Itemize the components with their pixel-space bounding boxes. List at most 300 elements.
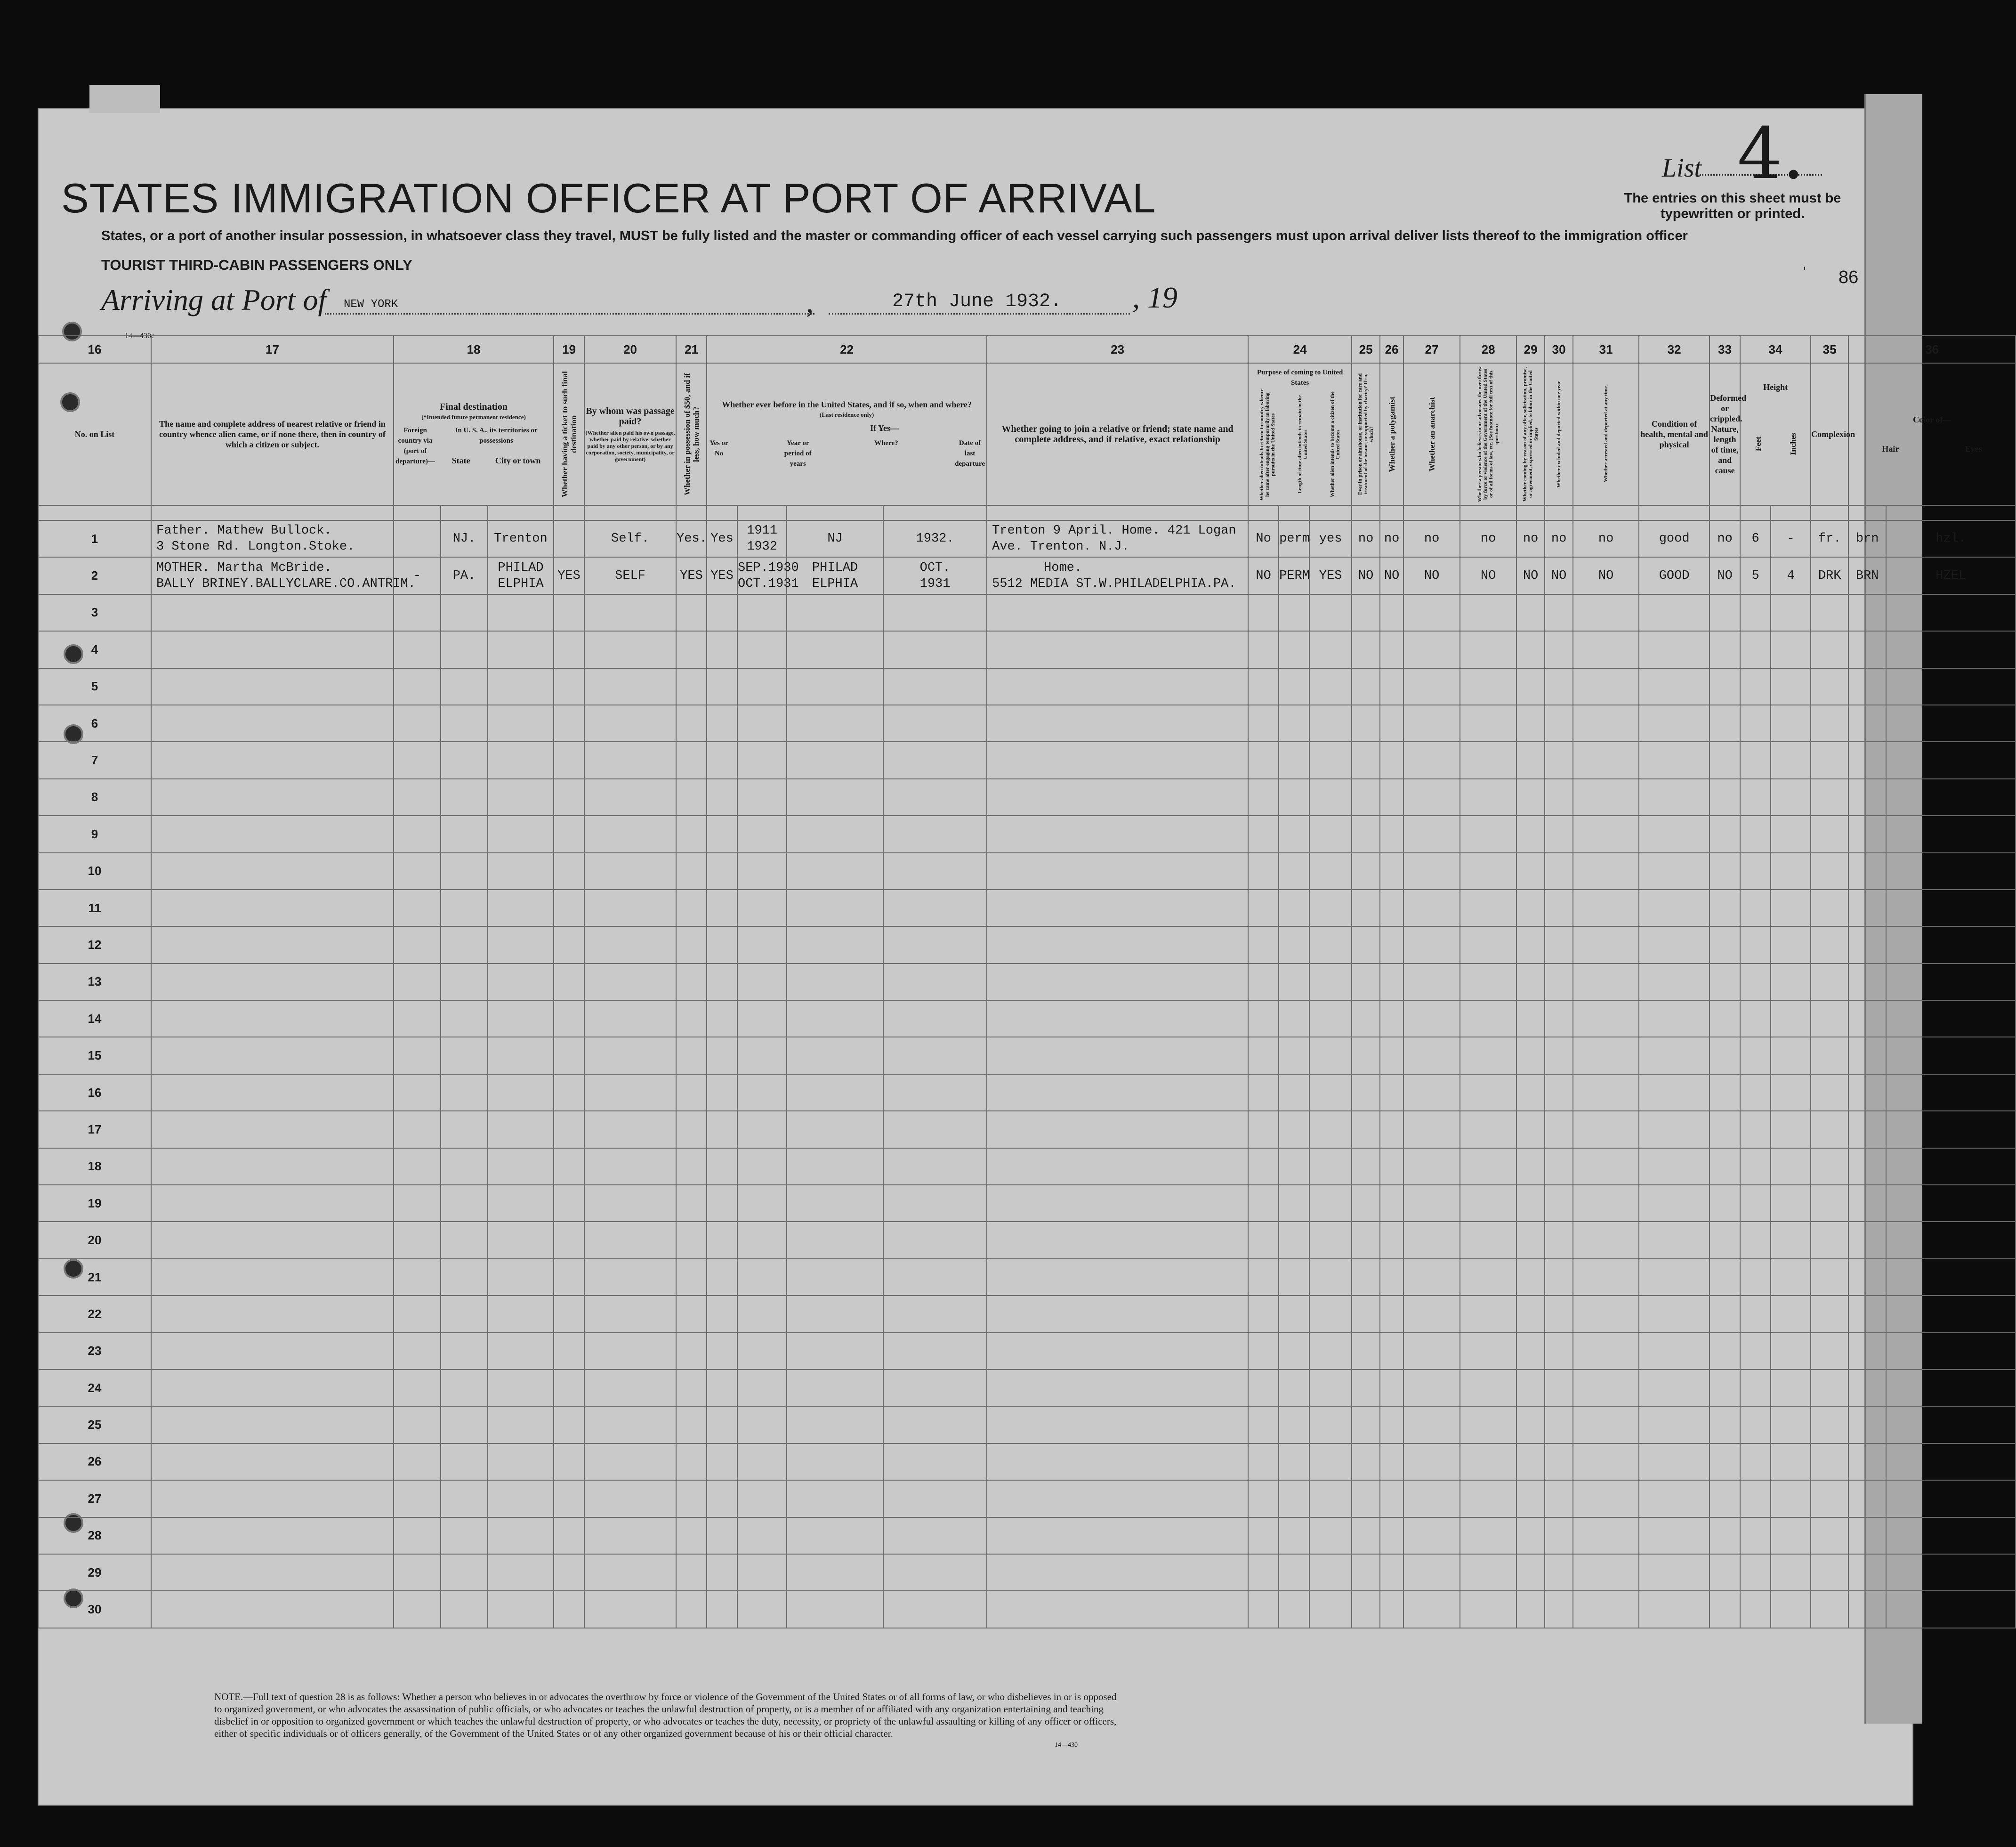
column-number: 23 bbox=[987, 336, 1248, 363]
date-underline bbox=[829, 313, 1130, 315]
empty-cell bbox=[151, 1369, 394, 1406]
empty-cell bbox=[987, 1406, 1248, 1443]
table-row bbox=[38, 1259, 2016, 1296]
empty-cell bbox=[1886, 631, 2016, 668]
empty-cell bbox=[441, 1222, 488, 1258]
row-number: 15 bbox=[38, 1037, 151, 1074]
empty-cell bbox=[1811, 1148, 1848, 1185]
empty-cell bbox=[737, 705, 787, 742]
empty-cell bbox=[1248, 705, 1279, 742]
empty-cell bbox=[1811, 1296, 1848, 1332]
empty-cell bbox=[1710, 926, 1740, 963]
row-number: 28 bbox=[38, 1517, 151, 1554]
empty-cell bbox=[707, 1074, 737, 1111]
empty-cell bbox=[1403, 631, 1460, 668]
empty-cell bbox=[676, 668, 707, 705]
empty-cell bbox=[987, 1185, 1248, 1222]
table-row bbox=[38, 1443, 2016, 1480]
header-deported: Whether arrested and deported at any time bbox=[1573, 363, 1639, 505]
empty-cell bbox=[1279, 1517, 1309, 1554]
empty-cell bbox=[1573, 1222, 1639, 1258]
empty-cell bbox=[584, 1185, 676, 1222]
empty-cell bbox=[1460, 1074, 1516, 1111]
empty-cell bbox=[151, 1037, 394, 1074]
empty-cell bbox=[1279, 1554, 1309, 1591]
empty-cell bbox=[1545, 853, 1573, 890]
empty-cell bbox=[1460, 668, 1516, 705]
empty-cell bbox=[1279, 1000, 1309, 1037]
empty-cell bbox=[1309, 1333, 1352, 1369]
empty-cell bbox=[584, 1074, 676, 1111]
empty-cell bbox=[1380, 1000, 1403, 1037]
empty-cell bbox=[1639, 779, 1710, 816]
empty-cell bbox=[1545, 1591, 1573, 1628]
empty-cell bbox=[1279, 816, 1309, 852]
empty-cell bbox=[394, 1259, 441, 1296]
empty-cell bbox=[1639, 1111, 1710, 1148]
last-departure: OCT. 1931 bbox=[883, 557, 987, 594]
empty-cell bbox=[987, 668, 1248, 705]
empty-cell bbox=[1573, 1074, 1639, 1111]
empty-cell bbox=[1771, 816, 1811, 852]
empty-cell bbox=[1771, 1554, 1811, 1591]
empty-cell bbox=[1460, 779, 1516, 816]
purpose-citizen: YES bbox=[1309, 557, 1352, 594]
empty-cell bbox=[737, 1259, 787, 1296]
empty-cell bbox=[1771, 742, 1811, 778]
empty-cell bbox=[1352, 1480, 1380, 1517]
empty-cell bbox=[584, 1554, 676, 1591]
empty-cell bbox=[584, 631, 676, 668]
polygamist: no bbox=[1380, 520, 1403, 557]
empty-cell bbox=[1248, 1406, 1279, 1443]
empty-cell bbox=[584, 1333, 676, 1369]
empty-cell bbox=[1573, 1333, 1639, 1369]
empty-cell bbox=[787, 1074, 883, 1111]
header-health: Condition of health, mental and physical bbox=[1639, 363, 1710, 505]
empty-cell bbox=[1639, 1074, 1710, 1111]
money: Yes. bbox=[676, 520, 707, 557]
empty-cell bbox=[1248, 779, 1279, 816]
header-anarchist: Whether an anarchist bbox=[1403, 363, 1460, 505]
empty-cell bbox=[151, 742, 394, 778]
join-relative: Home. 5512 MEDIA ST.W.PHILADELPHIA.PA. bbox=[987, 557, 1248, 594]
empty-cell bbox=[1352, 1369, 1380, 1406]
empty-cell bbox=[1740, 1296, 1771, 1332]
empty-cell bbox=[488, 1591, 554, 1628]
empty-cell bbox=[1248, 1037, 1279, 1074]
empty-cell bbox=[1352, 705, 1380, 742]
empty-cell bbox=[394, 1517, 441, 1554]
empty-cell bbox=[787, 1185, 883, 1222]
empty-cell bbox=[1279, 1480, 1309, 1517]
empty-cell bbox=[883, 1111, 987, 1148]
empty-cell bbox=[1403, 1111, 1460, 1148]
empty-cell bbox=[883, 742, 987, 778]
empty-cell bbox=[1352, 926, 1380, 963]
empty-cell bbox=[1403, 742, 1460, 778]
empty-cell bbox=[987, 1296, 1248, 1332]
empty-cell bbox=[707, 1111, 737, 1148]
row-number: 24 bbox=[38, 1369, 151, 1406]
empty-cell bbox=[1248, 1296, 1279, 1332]
row-number: 22 bbox=[38, 1296, 151, 1332]
table-row bbox=[38, 705, 2016, 742]
empty-cell bbox=[1639, 668, 1710, 705]
empty-cell bbox=[737, 1148, 787, 1185]
empty-cell bbox=[1740, 964, 1771, 1000]
empty-cell bbox=[554, 631, 584, 668]
empty-cell bbox=[554, 1074, 584, 1111]
empty-cell bbox=[1811, 1554, 1848, 1591]
table-row bbox=[38, 594, 2016, 631]
empty-cell bbox=[707, 1333, 737, 1369]
empty-cell bbox=[1279, 668, 1309, 705]
empty-cell bbox=[488, 1222, 554, 1258]
empty-cell bbox=[1886, 1000, 2016, 1037]
empty-cell bbox=[1380, 779, 1403, 816]
empty-cell bbox=[707, 1148, 737, 1185]
empty-cell bbox=[1309, 779, 1352, 816]
table-row bbox=[38, 1000, 2016, 1037]
empty-cell bbox=[1403, 1480, 1460, 1517]
empty-cell bbox=[488, 1517, 554, 1554]
row-number: 7 bbox=[38, 742, 151, 778]
empty-cell bbox=[1771, 853, 1811, 890]
empty-cell bbox=[1380, 890, 1403, 926]
empty-cell bbox=[1886, 964, 2016, 1000]
empty-cell bbox=[1886, 1222, 2016, 1258]
empty-cell bbox=[1309, 1591, 1352, 1628]
empty-cell bbox=[441, 1480, 488, 1517]
empty-cell bbox=[1460, 1148, 1516, 1185]
empty-cell bbox=[554, 1185, 584, 1222]
empty-cell bbox=[151, 705, 394, 742]
empty-cell bbox=[1309, 1406, 1352, 1443]
empty-cell bbox=[1516, 1554, 1545, 1591]
empty-cell bbox=[1248, 1222, 1279, 1258]
empty-cell bbox=[1545, 1517, 1573, 1554]
empty-cell bbox=[676, 1148, 707, 1185]
last-departure: 1932. bbox=[883, 520, 987, 557]
empty-cell bbox=[1545, 816, 1573, 852]
empty-cell bbox=[584, 816, 676, 852]
row-number: 20 bbox=[38, 1222, 151, 1258]
empty-cell bbox=[554, 964, 584, 1000]
table-row bbox=[38, 631, 2016, 668]
before-years: 1911 1932 bbox=[737, 520, 787, 557]
column-number: 24 bbox=[1248, 336, 1352, 363]
empty-cell bbox=[1545, 668, 1573, 705]
empty-cell bbox=[1639, 1480, 1710, 1517]
page-mark: ' bbox=[1803, 264, 1806, 279]
empty-cell bbox=[1710, 631, 1740, 668]
empty-cell bbox=[1545, 1480, 1573, 1517]
empty-cell bbox=[1811, 890, 1848, 926]
empty-cell bbox=[151, 1148, 394, 1185]
empty-cell bbox=[1573, 853, 1639, 890]
empty-cell bbox=[1380, 1296, 1403, 1332]
table-row bbox=[38, 1480, 2016, 1517]
empty-cell bbox=[584, 668, 676, 705]
empty-cell bbox=[1279, 1185, 1309, 1222]
ticket: YES bbox=[554, 557, 584, 594]
manifest-table bbox=[38, 335, 2016, 1628]
empty-cell bbox=[1309, 964, 1352, 1000]
empty-cell bbox=[1886, 779, 2016, 816]
empty-cell bbox=[1545, 1185, 1573, 1222]
empty-cell bbox=[737, 1480, 787, 1517]
empty-cell bbox=[1516, 1074, 1545, 1111]
empty-cell bbox=[1848, 1369, 1886, 1406]
empty-cell bbox=[488, 1406, 554, 1443]
empty-cell bbox=[787, 1591, 883, 1628]
empty-cell bbox=[1380, 1333, 1403, 1369]
empty-cell bbox=[1848, 668, 1886, 705]
empty-cell bbox=[787, 964, 883, 1000]
empty-cell bbox=[1279, 1406, 1309, 1443]
empty-cell bbox=[151, 1517, 394, 1554]
empty-cell bbox=[1352, 1443, 1380, 1480]
row-number: 10 bbox=[38, 853, 151, 890]
form-number: 14—430c bbox=[125, 332, 155, 340]
empty-cell bbox=[1848, 926, 1886, 963]
table-row bbox=[38, 890, 2016, 926]
empty-cell bbox=[1811, 1369, 1848, 1406]
empty-cell bbox=[1380, 1369, 1403, 1406]
deformed: no bbox=[1710, 520, 1740, 557]
empty-cell bbox=[1279, 853, 1309, 890]
empty-cell bbox=[1279, 926, 1309, 963]
empty-cell bbox=[1573, 1185, 1639, 1222]
empty-cell bbox=[1710, 1111, 1740, 1148]
empty-cell bbox=[1309, 926, 1352, 963]
empty-cell bbox=[584, 1517, 676, 1554]
empty-cell bbox=[1352, 1591, 1380, 1628]
empty-cell bbox=[441, 926, 488, 963]
empty-cell bbox=[1516, 594, 1545, 631]
empty-cell bbox=[1309, 1037, 1352, 1074]
empty-cell bbox=[707, 1259, 737, 1296]
empty-cell bbox=[584, 1148, 676, 1185]
empty-cell bbox=[883, 631, 987, 668]
empty-cell bbox=[707, 1406, 737, 1443]
spacer-row bbox=[38, 505, 2016, 520]
empty-cell bbox=[394, 1333, 441, 1369]
empty-cell bbox=[1309, 853, 1352, 890]
empty-cell bbox=[1811, 742, 1848, 778]
empty-cell bbox=[787, 816, 883, 852]
empty-cell bbox=[394, 779, 441, 816]
empty-cell bbox=[1639, 890, 1710, 926]
empty-cell bbox=[1460, 1369, 1516, 1406]
empty-cell bbox=[737, 1443, 787, 1480]
empty-cell bbox=[394, 705, 441, 742]
table-row bbox=[38, 1222, 2016, 1258]
empty-cell bbox=[1460, 594, 1516, 631]
empty-cell bbox=[1848, 779, 1886, 816]
anarchist: NO bbox=[1403, 557, 1460, 594]
table-row bbox=[38, 1074, 2016, 1111]
empty-cell bbox=[1573, 1369, 1639, 1406]
empty-cell bbox=[1516, 1000, 1545, 1037]
empty-cell bbox=[1309, 668, 1352, 705]
empty-cell bbox=[1545, 1554, 1573, 1591]
header-color: Color of— Hair Eyes bbox=[1848, 363, 2016, 505]
empty-cell bbox=[1710, 1074, 1740, 1111]
column-number: 29 bbox=[1516, 336, 1545, 363]
empty-cell bbox=[488, 779, 554, 816]
empty-cell bbox=[1811, 1333, 1848, 1369]
empty-cell bbox=[787, 1037, 883, 1074]
empty-cell bbox=[1740, 1517, 1771, 1554]
empty-cell bbox=[1545, 1037, 1573, 1074]
excluded: no bbox=[1545, 520, 1573, 557]
empty-cell bbox=[987, 1222, 1248, 1258]
empty-cell bbox=[1811, 1480, 1848, 1517]
empty-cell bbox=[787, 1554, 883, 1591]
empty-cell bbox=[441, 668, 488, 705]
empty-cell bbox=[1403, 1074, 1460, 1111]
empty-cell bbox=[1710, 1148, 1740, 1185]
column-number: 31 bbox=[1573, 336, 1639, 363]
empty-cell bbox=[987, 631, 1248, 668]
arrival-port: NEW YORK bbox=[344, 298, 398, 311]
empty-cell bbox=[584, 1480, 676, 1517]
empty-cell bbox=[1279, 594, 1309, 631]
column-number: 22 bbox=[707, 336, 987, 363]
empty-cell bbox=[707, 668, 737, 705]
empty-cell bbox=[1573, 1000, 1639, 1037]
empty-cell bbox=[1460, 1000, 1516, 1037]
city: Trenton bbox=[488, 520, 554, 557]
empty-cell bbox=[1710, 1406, 1740, 1443]
empty-cell bbox=[1403, 1406, 1460, 1443]
empty-cell bbox=[1848, 1591, 1886, 1628]
empty-cell bbox=[1811, 1517, 1848, 1554]
empty-cell bbox=[554, 890, 584, 926]
empty-cell bbox=[1710, 1443, 1740, 1480]
empty-cell bbox=[676, 1517, 707, 1554]
empty-cell bbox=[883, 1554, 987, 1591]
empty-cell bbox=[1886, 1148, 2016, 1185]
empty-cell bbox=[1545, 1406, 1573, 1443]
empty-cell bbox=[1403, 853, 1460, 890]
empty-cell bbox=[1710, 1222, 1740, 1258]
empty-cell bbox=[1279, 1296, 1309, 1332]
empty-cell bbox=[441, 1517, 488, 1554]
empty-cell bbox=[1248, 1333, 1279, 1369]
empty-cell bbox=[394, 890, 441, 926]
empty-cell bbox=[1639, 1517, 1710, 1554]
empty-cell bbox=[584, 1259, 676, 1296]
empty-cell bbox=[737, 890, 787, 926]
empty-cell bbox=[1573, 890, 1639, 926]
header-no-on-list: No. on List bbox=[38, 363, 151, 505]
empty-cell bbox=[151, 668, 394, 705]
empty-cell bbox=[1740, 1037, 1771, 1074]
empty-cell bbox=[1516, 1591, 1545, 1628]
empty-cell bbox=[1279, 705, 1309, 742]
empty-cell bbox=[1279, 964, 1309, 1000]
empty-cell bbox=[1811, 1443, 1848, 1480]
empty-cell bbox=[676, 631, 707, 668]
empty-cell bbox=[707, 1480, 737, 1517]
empty-cell bbox=[737, 816, 787, 852]
empty-cell bbox=[554, 779, 584, 816]
empty-cell bbox=[554, 926, 584, 963]
column-number: 25 bbox=[1352, 336, 1380, 363]
empty-cell bbox=[707, 742, 737, 778]
empty-cell bbox=[1710, 1185, 1740, 1222]
empty-cell bbox=[584, 890, 676, 926]
empty-cell bbox=[1848, 1111, 1886, 1148]
empty-cell bbox=[1710, 1296, 1740, 1332]
empty-cell bbox=[1352, 1185, 1380, 1222]
empty-cell bbox=[1710, 1517, 1740, 1554]
empty-cell bbox=[1248, 1074, 1279, 1111]
empty-cell bbox=[1516, 742, 1545, 778]
empty-cell bbox=[676, 1000, 707, 1037]
entries-note: The entries on this sheet must be typewritten or printed. bbox=[1624, 191, 1841, 221]
before-where: NJ bbox=[787, 520, 883, 557]
empty-cell bbox=[488, 1185, 554, 1222]
empty-cell bbox=[737, 1296, 787, 1332]
passenger-class: TOURIST THIRD-CABIN PASSENGERS ONLY bbox=[101, 257, 412, 273]
empty-cell bbox=[1380, 1074, 1403, 1111]
empty-cell bbox=[1771, 890, 1811, 926]
empty-cell bbox=[1710, 1000, 1740, 1037]
empty-cell bbox=[1886, 890, 2016, 926]
empty-cell bbox=[1573, 631, 1639, 668]
empty-cell bbox=[1460, 1517, 1516, 1554]
table-row bbox=[38, 926, 2016, 963]
empty-cell bbox=[1460, 964, 1516, 1000]
table-row bbox=[38, 668, 2016, 705]
header-passage-paid: By whom was passage paid? (Whether alien paid his own passage, whether paid by relative, whether paid by any other person, or by any corporation, society, municipality, or government) bbox=[584, 363, 676, 505]
empty-cell bbox=[1811, 779, 1848, 816]
empty-cell bbox=[707, 964, 737, 1000]
empty-cell bbox=[883, 1591, 987, 1628]
empty-cell bbox=[1516, 631, 1545, 668]
empty-cell bbox=[1771, 1111, 1811, 1148]
table-row bbox=[38, 1406, 2016, 1443]
empty-cell bbox=[1545, 594, 1573, 631]
row-number: 27 bbox=[38, 1480, 151, 1517]
purpose-length: perm bbox=[1279, 520, 1309, 557]
empty-cell bbox=[584, 1037, 676, 1074]
empty-cell bbox=[707, 853, 737, 890]
row-number: 29 bbox=[38, 1554, 151, 1591]
before-yes-no: Yes bbox=[707, 520, 737, 557]
empty-cell bbox=[584, 1296, 676, 1332]
overthrow: NO bbox=[1460, 557, 1516, 594]
empty-cell bbox=[1309, 594, 1352, 631]
empty-cell bbox=[554, 1554, 584, 1591]
empty-cell bbox=[488, 1000, 554, 1037]
empty-cell bbox=[1248, 631, 1279, 668]
empty-cell bbox=[1248, 742, 1279, 778]
empty-cell bbox=[707, 1037, 737, 1074]
empty-cell bbox=[883, 1074, 987, 1111]
empty-cell bbox=[1545, 1443, 1573, 1480]
empty-cell bbox=[151, 631, 394, 668]
empty-cell bbox=[488, 1111, 554, 1148]
empty-cell bbox=[1848, 1037, 1886, 1074]
empty-cell bbox=[737, 853, 787, 890]
empty-cell bbox=[1248, 1185, 1279, 1222]
empty-cell bbox=[1545, 705, 1573, 742]
